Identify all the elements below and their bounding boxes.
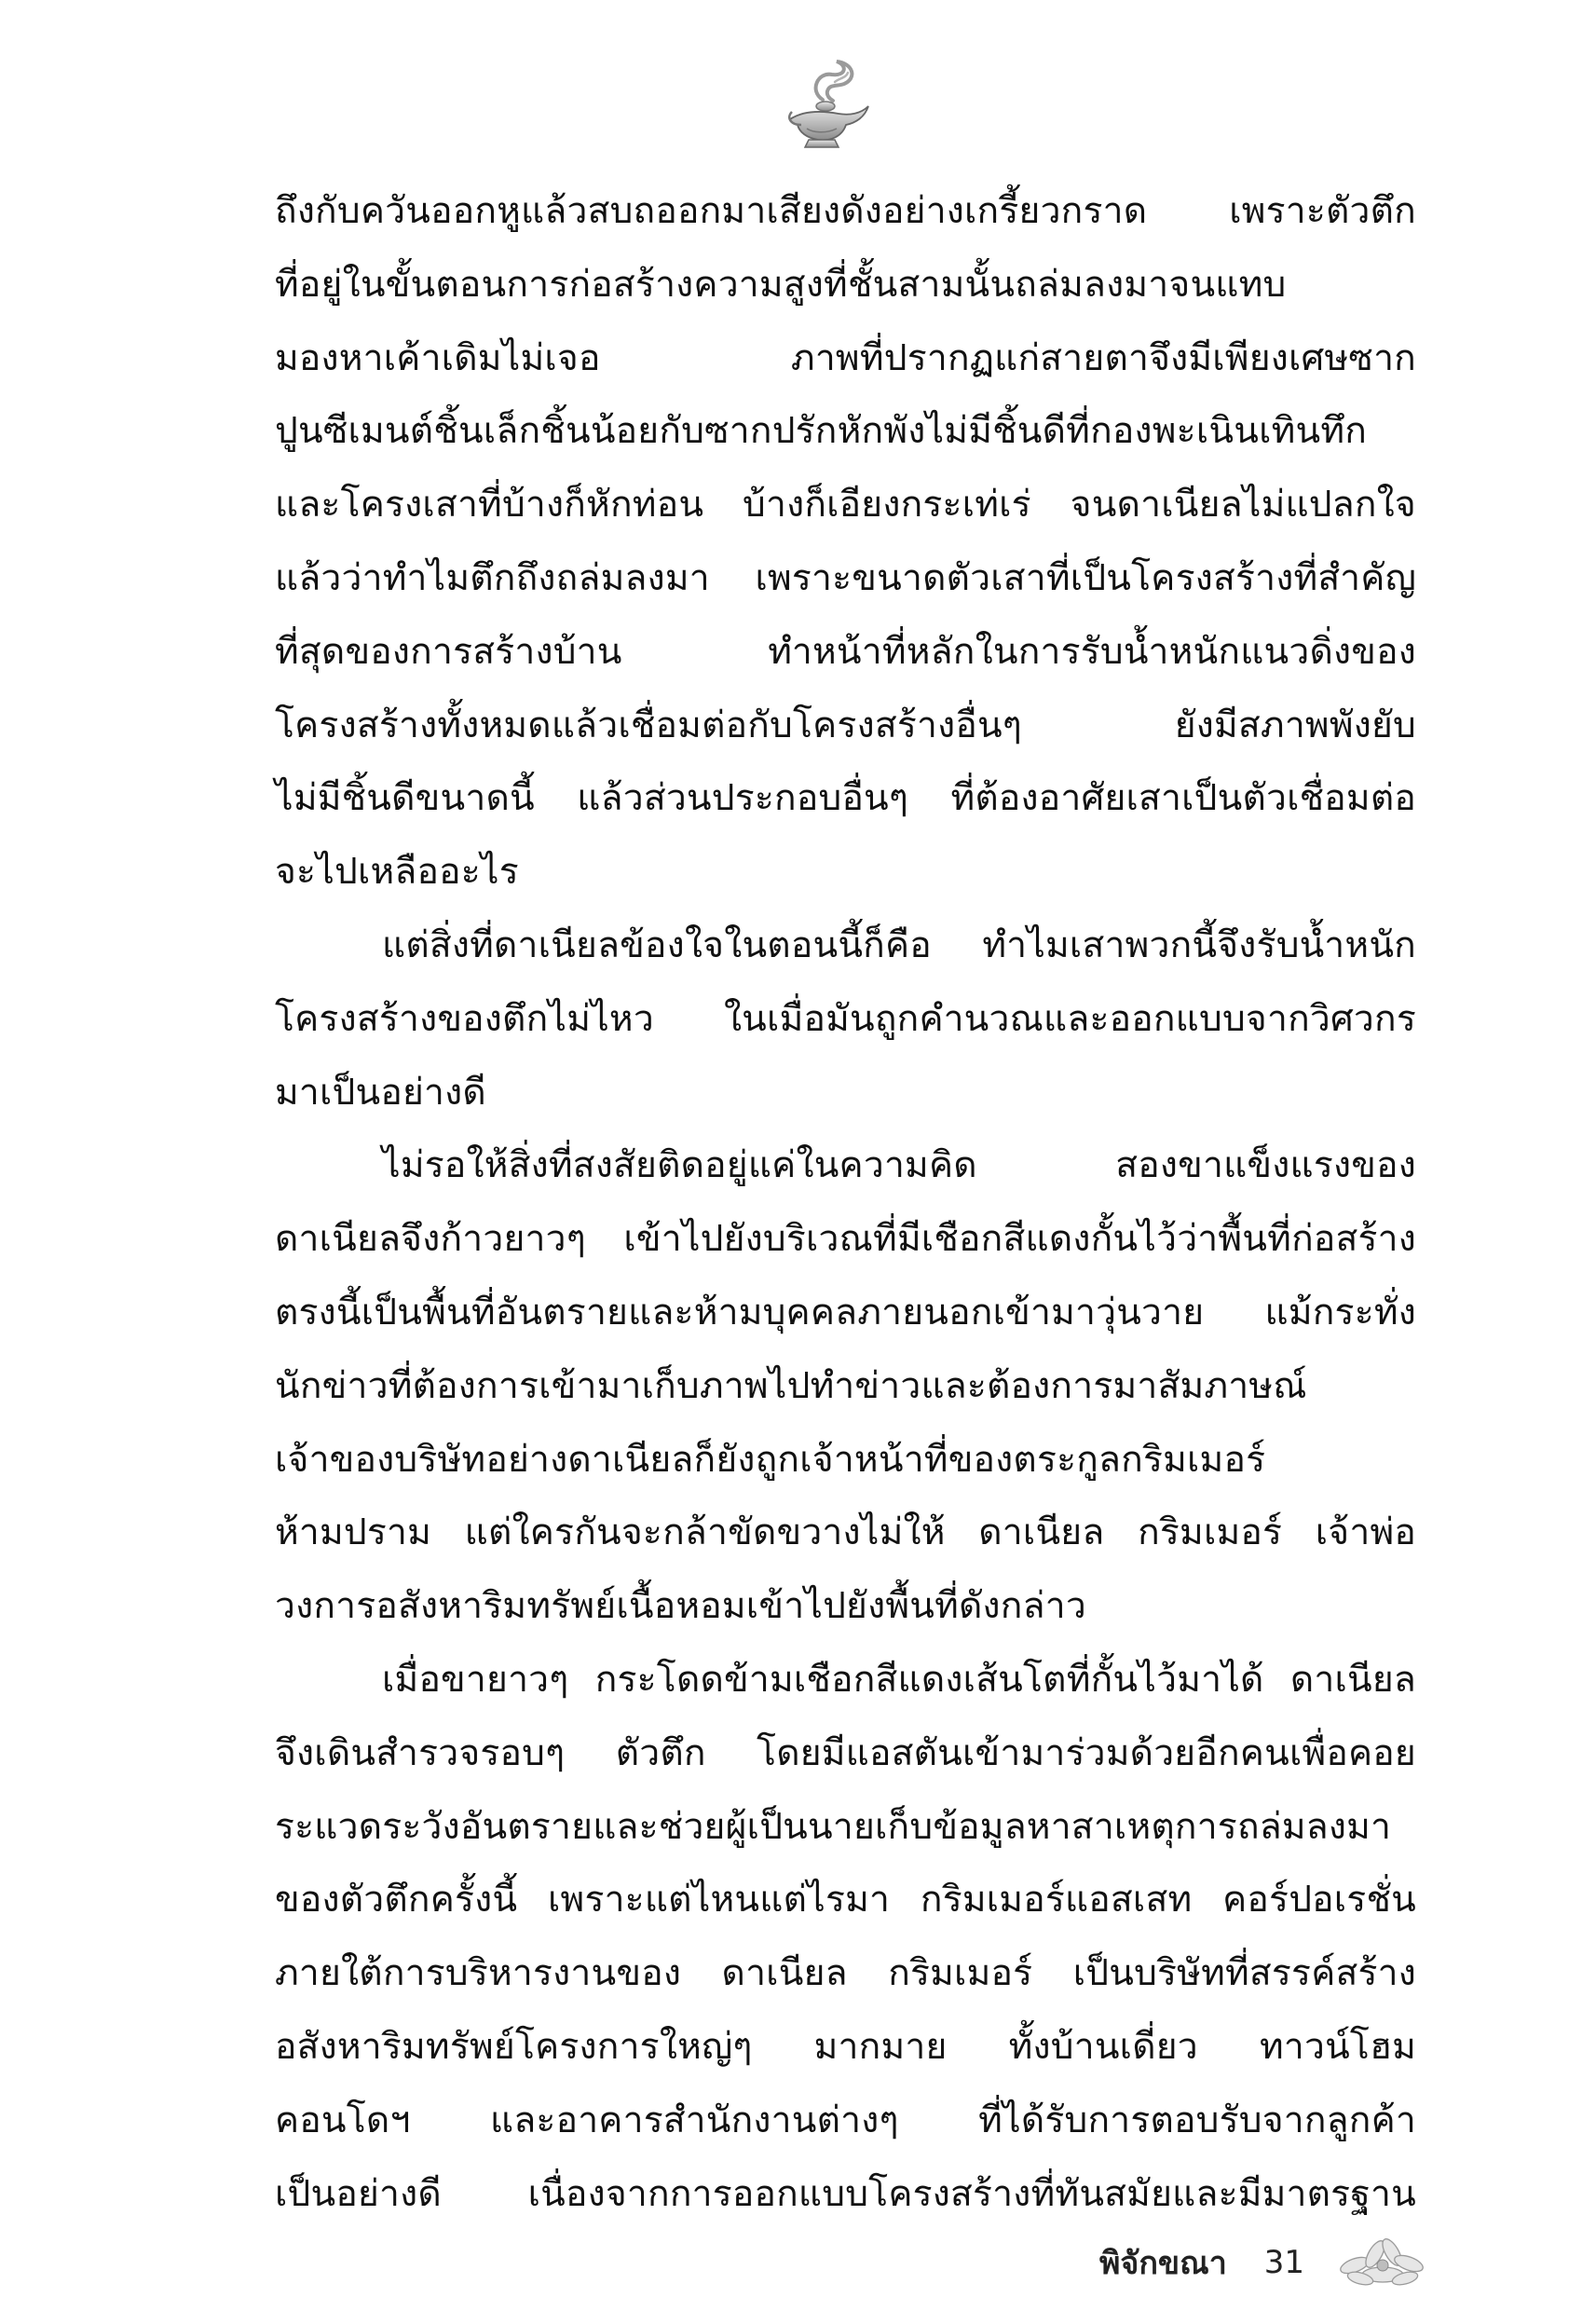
text-line [275, 616, 1416, 690]
page-footer [1099, 2235, 1439, 2290]
text-word: เมื่อขายาวๆ [382, 1658, 569, 1701]
text-line [275, 1350, 1416, 1424]
text-word: คอร์ปอเรชั่น [1222, 1879, 1416, 1921]
flower-ornament-icon [1327, 2230, 1439, 2295]
text-word: ดาเนียลจึงก้าวยาวๆ [275, 1218, 586, 1261]
text-line [275, 1424, 1416, 1497]
text-word: ดาเนียล [1289, 1658, 1416, 1701]
text-word: โดยมีแอสตันเข้ามาร่วมด้วยอีกคนเพื่อคอย [757, 1731, 1416, 1774]
text-word: เข้าไปยังบริเวณที่มีเชือกสีแดงกั้นไว้ว่าพื้นที่ก่อสร้าง [623, 1218, 1416, 1261]
text-line [275, 1203, 1416, 1277]
text-word: ยังมีสภาพพังยับ [1174, 704, 1416, 746]
text-line [275, 542, 1416, 616]
text-line-content: วงการอสังหาริมทรัพย์เนื้อหอมเข้าไปยังพื้นที่ดังกล่าว [275, 1585, 1086, 1628]
text-word: ดาเนียล [978, 1511, 1105, 1554]
text-line [275, 175, 1416, 249]
text-line-content: ปูนซีเมนต์ชิ้นเล็กชิ้นน้อยกับซากปรักหักพังไม่มีชิ้นดีที่กองพะเนินเทินทึก [275, 410, 1368, 453]
text-line [275, 469, 1416, 542]
text-line [275, 1129, 1416, 1203]
text-word: ดาเนียล [721, 1952, 848, 1995]
text-line [275, 1717, 1416, 1791]
text-line-content: เจ้าของบริษัทอย่างดาเนียลก็ยังถูกเจ้าหน้าที่ของตระกูลกริมเมอร์ [275, 1438, 1266, 1481]
text-line [275, 1277, 1416, 1350]
text-word: เป็นอย่างดี [275, 2172, 442, 2215]
text-word: เจ้าพ่อ [1315, 1511, 1416, 1554]
text-line [275, 2011, 1416, 2085]
text-word: แต่สิ่งที่ดาเนียลข้องใจในตอนนี้ก็คือ [382, 923, 932, 966]
text-word: มากมาย [813, 2025, 948, 2068]
text-word: แต่ใครกันจะกล้าขัดขวางไม่ให้ [464, 1511, 946, 1554]
text-word: และโครงเสาที่บ้างก็หักท่อน [275, 484, 704, 526]
text-word: จึงเดินสำรวจรอบๆ [275, 1731, 566, 1774]
text-line-content: มาเป็นอย่างดี [275, 1071, 486, 1114]
text-word: ไม่รอให้สิ่งที่สงสัยติดอยู่แค่ในความคิด [382, 1144, 977, 1187]
text-word: มองหาเค้าเดิมไม่เจอ [275, 336, 601, 379]
text-word: ตัวตึก [615, 1731, 706, 1774]
text-word: ไม่มีชิ้นดีขนาดนี้ [275, 777, 535, 820]
running-footer-title: พิจักขณา [1099, 2245, 1227, 2282]
body-text [275, 175, 1416, 2231]
text-word: สองขาแข็งแรงของ [1115, 1144, 1416, 1187]
text-word: ที่สุดของการสร้างบ้าน [275, 630, 622, 673]
text-word: ที่ได้รับการตอบรับจากลูกค้า [978, 2099, 1416, 2141]
text-word: เพราะแต่ไหนแต่ไรมา [548, 1879, 891, 1921]
text-line [275, 249, 1416, 322]
text-line [275, 1057, 1416, 1130]
magic-lamp-ornament-icon [781, 58, 874, 160]
text-line [275, 1497, 1416, 1570]
text-word: ทำหน้าที่หลักในการรับน้ำหนักแนวดิ่งของ [768, 630, 1416, 673]
text-line [275, 762, 1416, 836]
text-line [275, 2085, 1416, 2158]
text-word: ทั้งบ้านเดี่ยว [1008, 2025, 1198, 2068]
text-word: จนดาเนียลไม่แปลกใจ [1070, 484, 1416, 526]
text-word: กริมเมอร์ [888, 1952, 1033, 1995]
text-word: ของตัวตึกครั้งนี้ [275, 1879, 518, 1921]
text-word: แม้กระทั่ง [1264, 1291, 1416, 1333]
text-word: ภายใต้การบริหารงานของ [275, 1952, 682, 1995]
text-word: เป็นบริษัทที่สรรค์สร้าง [1072, 1952, 1416, 1995]
text-word: ในเมื่อมันถูกคำนวณและออกแบบจากวิศวกร [723, 997, 1416, 1040]
text-word: โครงสร้างของตึกไม่ไหว [275, 997, 654, 1040]
text-line [275, 1791, 1416, 1865]
text-word: และอาคารสำนักงานต่างๆ [490, 2099, 899, 2141]
page-number: 31 [1263, 2244, 1305, 2281]
text-line [275, 1864, 1416, 1937]
text-word: ตรงนี้เป็นพื้นที่อันตรายและห้ามบุคคลภายนอกเข้ามาวุ่นวาย [275, 1291, 1205, 1333]
text-word: ห้ามปราม [275, 1511, 432, 1554]
text-line [275, 836, 1416, 909]
text-word: กระโดดข้ามเชือกสีแดงเส้นโตที่กั้นไว้มาได้ [594, 1658, 1264, 1701]
text-word: ภาพที่ปรากฏแก่สายตาจึงมีเพียงเศษซาก [790, 336, 1416, 379]
text-line [275, 1644, 1416, 1717]
text-word: ทำไมเสาพวกนี้จึงรับน้ำหนัก [982, 923, 1416, 966]
text-line [275, 983, 1416, 1057]
text-line [275, 690, 1416, 763]
text-word: กริมเมอร์แอสเสท [920, 1879, 1193, 1921]
text-word: บ้างก็เอียงกระเท่เร่ [743, 484, 1031, 526]
text-line [275, 2158, 1416, 2232]
text-line [275, 1937, 1416, 2011]
text-line-content: จะไปเหลืออะไร [275, 851, 519, 894]
text-line-content: นักข่าวที่ต้องการเข้ามาเก็บภาพไปทำข่าวและต้องการมาสัมภาษณ์ [275, 1364, 1307, 1407]
text-word: ถึงกับควันออกหูแล้วสบถออกมาเสียงดังอย่างเกรี้ยวกราด [275, 190, 1148, 232]
text-line [275, 1570, 1416, 1644]
text-line-content: ระแวดระวังอันตรายและช่วยผู้เป็นนายเก็บข้อมูลหาสาเหตุการถล่มลงมา [275, 1805, 1392, 1848]
text-line [275, 909, 1416, 983]
text-line [275, 322, 1416, 396]
text-word: เนื่องจากการออกแบบโครงสร้างที่ทันสมัยและมีมาตรฐาน [527, 2172, 1416, 2215]
text-word: กริมเมอร์ [1138, 1511, 1283, 1554]
text-word: ทาวน์โฮม [1259, 2025, 1416, 2068]
text-word: ที่ต้องอาศัยเสาเป็นตัวเชื่อมต่อ [950, 777, 1416, 820]
text-line [275, 395, 1416, 469]
text-word: เพราะขนาดตัวเสาที่เป็นโครงสร้างที่สำคัญ [755, 556, 1416, 599]
text-word: แล้วส่วนประกอบอื่นๆ [577, 777, 909, 820]
text-word: คอนโดฯ [275, 2099, 411, 2141]
text-word: โครงสร้างทั้งหมดแล้วเชื่อมต่อกับโครงสร้างอื่นๆ [275, 704, 1022, 746]
text-line-content: ที่อยู่ในขั้นตอนการก่อสร้างความสูงที่ชั้นสามนั้นถล่มลงมาจนแทบ [275, 263, 1287, 306]
text-word: แล้วว่าทำไมตึกถึงถล่มลงมา [275, 556, 710, 599]
text-word: เพราะตัวตึก [1229, 190, 1416, 232]
text-word: อสังหาริมทรัพย์โครงการใหญ่ๆ [275, 2025, 753, 2068]
